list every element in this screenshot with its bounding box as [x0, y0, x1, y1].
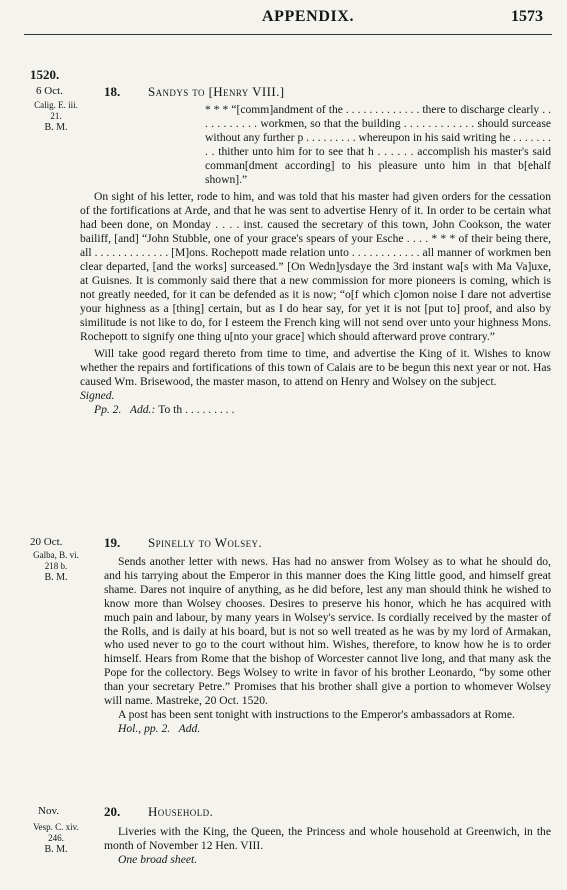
reference-line: B. M.	[44, 844, 68, 855]
entry-reference	[24, 100, 88, 133]
entry-20-body	[104, 825, 551, 867]
entry-foot	[104, 722, 551, 736]
paragraph: * * * “[comm]andment of the . . . . . . . . . . . . . there to discharge clearly . . . . . . . . . . . workmen, so that the building . . . . . . . . . . . . should surcease without any further p . . . . . . . . . whereupon in his said writing he . . . . . . . . . thither unto him for to see that h . . . . . . accomplish his master's said comman[dment according] to his pleasure unto him in that b[ehalf shown].”	[205, 103, 551, 186]
entry-19-body	[104, 555, 551, 736]
reference-line: Vesp. C. xiv.	[33, 822, 79, 832]
reference-line: Galba, B. vi.	[33, 550, 79, 560]
running-header: APPENDIX.	[262, 8, 355, 25]
entry-number: 19.	[104, 535, 121, 550]
entry-reference	[24, 822, 88, 855]
paragraph: A post has been sent tonight with instructions to the Emperor's ambassadors at Rome.	[118, 707, 515, 721]
entry-foot	[104, 853, 551, 867]
paragraph: Liveries with the King, the Queen, the Princess and whole household at Greenwich, in the month of November 12 Hen. VIII.	[104, 825, 551, 852]
entry-18-body	[80, 103, 551, 417]
reference-line: B. M.	[44, 572, 68, 583]
entry-title: Sandys to [Henry VIII.]	[148, 84, 285, 99]
address-label: Add.:	[129, 403, 156, 417]
paragraph: On sight of his letter, rode to him, and was told that his master had given orders for the cessation of the fortifications at Arde, and that he was sent to advertise Henry of it. In order to be certain what had been done, on Monday . . . . inst. caused the secretary of this town, John Cookson, the water bailiff, [and] “John Stubble, one of your grace's spears of your Esche . . . . * * * of their being there, all . . . . . . . . . . . . . [M]ons. Rochepott made relation unto . . . . . . . . . . . . all manner of workmen ben clear departed, [and the works] surceased.” [On Wedn]ysdaye the 3rd instant wa[s with Ma Va]uxe, at Guisnes. It is commonly said there that a new commission for more pioneers is coming, which is not greatly needed, for it can be defended as it is now; “o[f which c]omon noise I dare not advertise your highness as a [thing] certain, but as I do hear say, for yet it is not [put to] proof, and also by similitude is not like to do, for I esteem the French king will not send over unto your highness Mons. Rochepott to signify one thing u[nto your grace] which should afterward prove contrary.”	[80, 190, 551, 343]
paragraph: Sends another letter with news. Has had no answer from Wolsey as to what he should do, and his tarrying about the Emperor in this manner does the King little good, and himself great shame. Dares not inquire of anything, as he did before, lest any man should think he wished to know more than Wolsey chooses. Desires to preserve his honor, which he has acquired with much pain and labour, by many years in Wolsey's service. Is cordially received by the master of the Rolls, and is daily at his board, but is not so well treated as he was by my lord of Armakan, who used never to go to the court without him. Wishes, therefore, to know how he is to order himself. Hears from Rome that the bishop of Worcester cannot live long, and that many ask the Pope for the collectory. Begs Wolsey to write in favor of his brother Leonardo, “by some other than your secretary Petre.” Promises that his brother shall give a portion to whomever Wolsey will name. Mastreke, 20 Oct. 1520.	[104, 555, 551, 708]
entry-title: Spinelly to Wolsey.	[148, 535, 263, 550]
page-count: One broad sheet.	[118, 852, 198, 866]
page-number: 1573	[511, 8, 543, 25]
entry-heading	[104, 535, 551, 551]
entry-19	[104, 535, 551, 551]
page-count: Hol., pp. 2.	[118, 721, 171, 735]
reference-line: 218 b.	[44, 561, 68, 571]
signed-note: Signed.	[80, 389, 115, 403]
entry-number: 18.	[104, 84, 121, 99]
entry-reference	[24, 550, 88, 583]
page-count: Pp. 2.	[94, 403, 122, 417]
header-rule	[24, 34, 552, 35]
entry-number: 20.	[104, 804, 121, 819]
entry-heading	[104, 84, 551, 100]
reference-line: Calig. E. iii.	[34, 100, 78, 110]
addressee: To th . . . . . . . . .	[158, 403, 235, 417]
entry-heading	[104, 804, 551, 820]
entry-date: 20 Oct.	[30, 536, 63, 548]
reference-line: B. M.	[44, 122, 68, 133]
entry-date: 6 Oct.	[36, 85, 63, 97]
year-marker: 1520.	[30, 67, 60, 82]
reference-line: 21.	[50, 111, 62, 121]
address-label: Add.	[178, 721, 201, 735]
paragraph: Will take good regard thereto from time to time, and advertise the King of it. Wishes to know whether the repairs and fortifications of this town of Calais are to be begun this next year or not. Has caused Wm. Brisewood, the master mason, to attend on Henry and Wolsey on the subject.	[80, 347, 551, 389]
entry-date: Nov.	[38, 805, 59, 817]
entry-title: Household.	[148, 804, 214, 819]
reference-line: 246.	[48, 833, 64, 843]
entry-18	[104, 84, 551, 100]
entry-20	[104, 804, 551, 820]
entry-foot	[80, 403, 551, 417]
